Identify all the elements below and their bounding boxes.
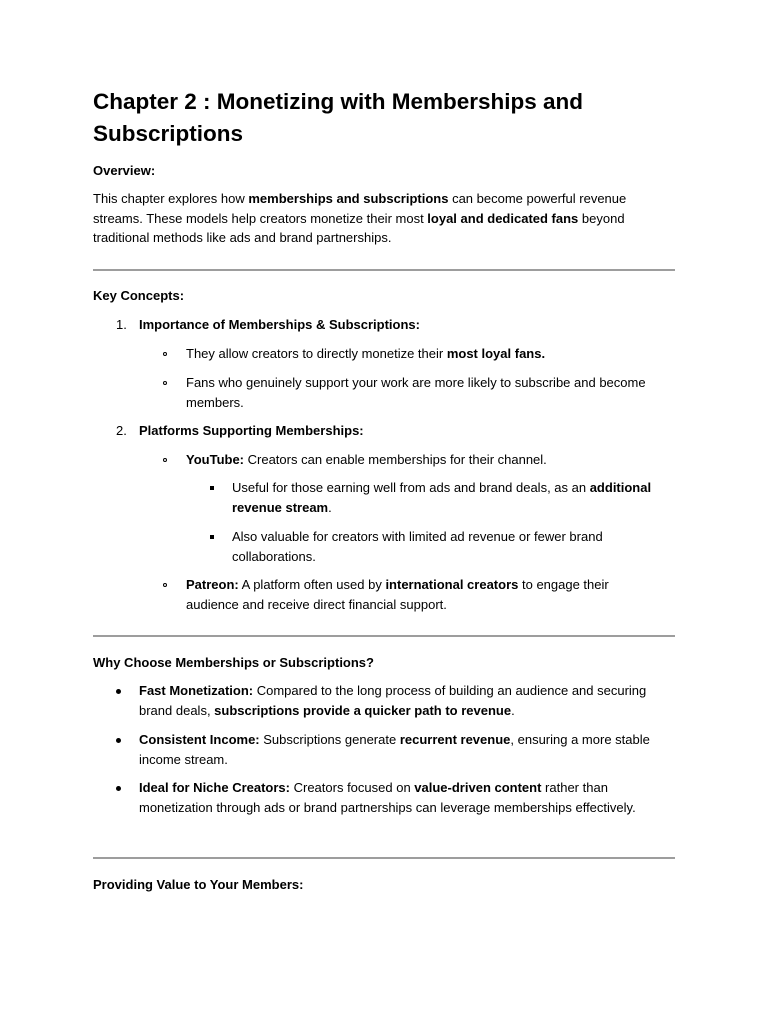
overview-heading: Overview: xyxy=(93,163,156,178)
section-divider xyxy=(93,857,675,859)
bullet-icon xyxy=(116,689,121,694)
circle-bullet-icon xyxy=(163,381,167,385)
list-item: Fans who genuinely support your work are more likely to subscribe and become members. xyxy=(186,375,646,410)
chapter-title: Chapter 2 : Monetizing with Memberships and Subscriptions xyxy=(93,89,584,146)
list-number: 1. xyxy=(116,317,127,332)
square-bullet-icon xyxy=(210,535,214,539)
list-item-consistent-income: Consistent Income: Subscriptions generate recurrent revenue, ensuring a more stable income stream. xyxy=(139,732,650,767)
list-item-patreon: Patreon: A platform often used by international creators to engage their audience and receive direct financial support. xyxy=(186,577,609,612)
list-number: 2. xyxy=(116,423,127,438)
circle-bullet-icon xyxy=(163,583,167,587)
section-divider xyxy=(93,635,675,637)
list-item: Useful for those earning well from ads and brand deals, as an additional revenue stream. xyxy=(232,480,652,515)
why-choose-heading: Why Choose Memberships or Subscriptions? xyxy=(93,655,374,670)
circle-bullet-icon xyxy=(163,352,167,356)
providing-value-heading: Providing Value to Your Members: xyxy=(93,877,304,892)
bullet-icon xyxy=(116,738,121,743)
key-concepts-heading: Key Concepts: xyxy=(93,288,185,303)
item-platforms-heading: Platforms Supporting Memberships: xyxy=(139,423,364,438)
list-item: They allow creators to directly monetize their most loyal fans. xyxy=(186,346,546,361)
list-item-niche-creators: Ideal for Niche Creators: Creators focused on value-driven content rather than monetization through ads or brand partnerships can leverage memberships effectively. xyxy=(139,780,636,815)
bullet-icon xyxy=(116,786,121,791)
list-item-youtube: YouTube: Creators can enable memberships for their channel. xyxy=(186,452,547,467)
item-importance-heading: Importance of Memberships & Subscriptions: xyxy=(139,317,420,332)
overview-paragraph: This chapter explores how memberships and subscriptions can become powerful revenue streams. These models help creators monetize their most loyal and dedicated fans beyond traditional methods like ads and brand partnerships. xyxy=(93,191,627,245)
section-divider xyxy=(93,269,675,271)
circle-bullet-icon xyxy=(163,458,167,462)
list-item-fast-monetization: Fast Monetization: Compared to the long process of building an audience and securing brand deals, subscriptions provide a quicker path to revenue. xyxy=(139,683,647,718)
list-item: Also valuable for creators with limited ad revenue or fewer brand collaborations. xyxy=(232,529,603,564)
square-bullet-icon xyxy=(210,486,214,490)
